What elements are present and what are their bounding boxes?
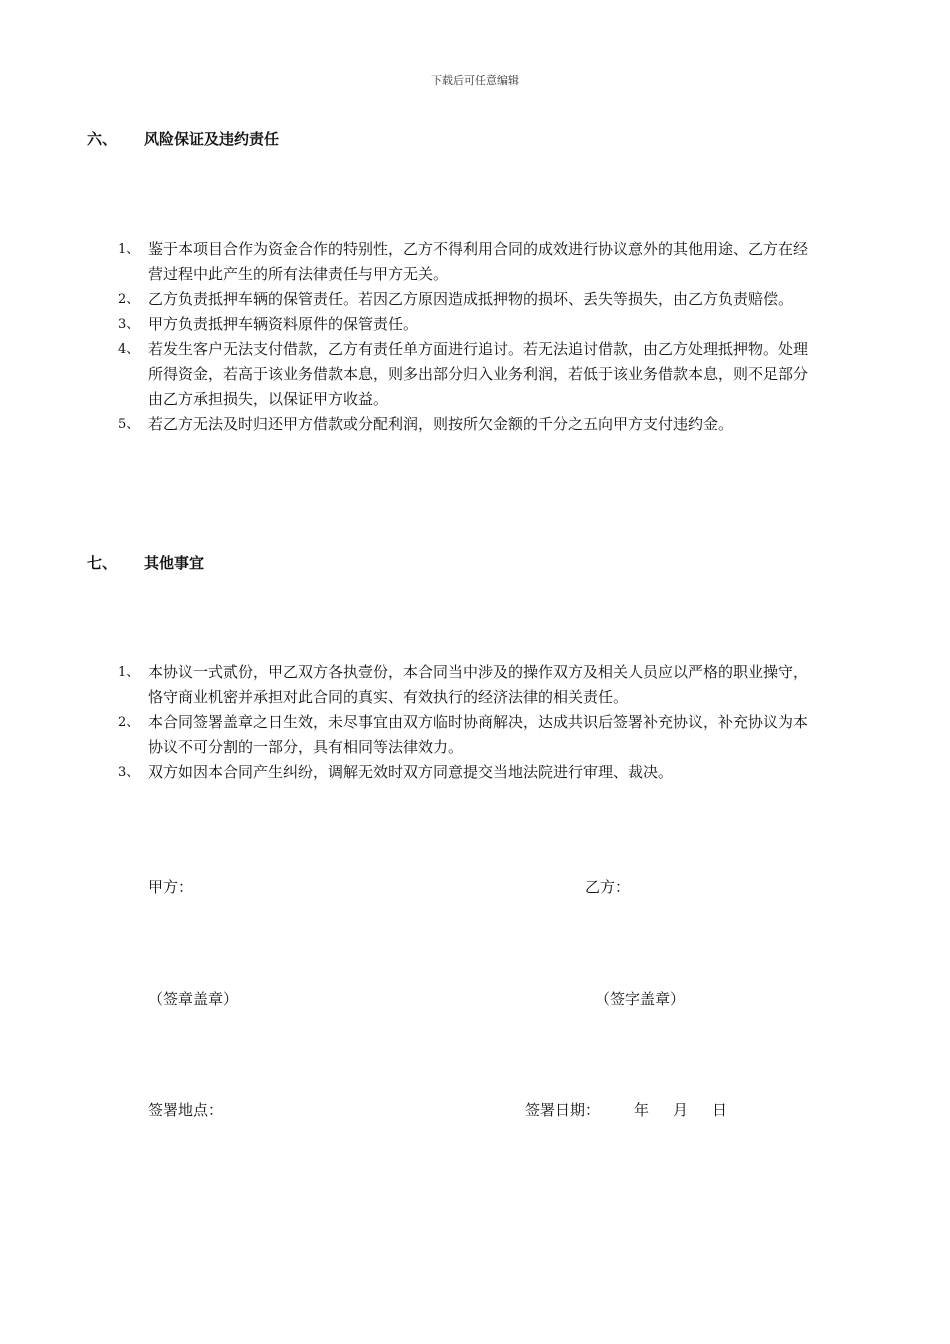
item-marker: 2、 [118, 292, 140, 307]
item-text: 鉴于本项目合作为资金合作的特别性，乙方不得利用合同的成效进行协议意外的其他用途、乙方在经营过程中此产生的所有法律责任与甲方无关。 [148, 240, 809, 283]
header-note: 下载后可任意编辑 [431, 74, 519, 87]
item-text: 本协议一式贰份，甲乙双方各执壹份，本合同当中涉及的操作双方及相关人员应以严格的职业操守，恪守商业机密并承担对此合同的真实、有效执行的经济法律的相关责任。 [148, 663, 809, 706]
signing-date [525, 1099, 727, 1120]
list-item [118, 287, 818, 312]
section-number: 六、 [87, 130, 118, 148]
list-item [118, 312, 818, 337]
party-a-label: 甲方： [148, 878, 194, 896]
party-b-seal: （签字盖章） [595, 990, 686, 1008]
item-text: 本合同签署盖章之日生效，未尽事宜由双方临时协商解决，达成共识后签署补充协议，补充协议为本协议不可分割的一部分，具有相同等法律效力。 [148, 713, 809, 756]
clause-list-7 [118, 660, 818, 785]
party-a-seal: （签章盖章） [148, 990, 239, 1008]
item-marker: 2、 [118, 715, 140, 730]
month-label: 月 [673, 1101, 689, 1119]
clause-list-6 [118, 237, 818, 437]
item-text: 双方如因本合同产生纠纷，调解无效时双方同意提交当地法院进行审理、裁决。 [148, 763, 674, 781]
item-marker: 1、 [118, 242, 140, 257]
list-item [118, 660, 818, 710]
item-marker: 3、 [118, 765, 140, 780]
section-heading-6 [87, 128, 279, 149]
party-b-label: 乙方： [585, 878, 631, 896]
year-label: 年 [634, 1101, 650, 1119]
list-item [118, 710, 818, 760]
item-marker: 1、 [118, 665, 140, 680]
section-heading-7 [87, 552, 204, 573]
item-text: 甲方负责抵押车辆资料原件的保管责任。 [148, 315, 419, 333]
item-marker: 3、 [118, 317, 140, 332]
list-item [118, 237, 818, 287]
day-label: 日 [712, 1101, 728, 1119]
item-marker: 5、 [118, 417, 140, 432]
item-marker: 4、 [118, 342, 140, 357]
list-item [118, 412, 818, 437]
section-title: 风险保证及违约责任 [144, 130, 280, 148]
signing-date-label: 签署日期： [525, 1101, 601, 1119]
item-text: 乙方负责抵押车辆的保管责任。若因乙方原因造成抵押物的损坏、丢失等损失，由乙方负责赔偿。 [148, 290, 794, 308]
list-item [118, 760, 818, 785]
section-number: 七、 [87, 554, 118, 572]
list-item [118, 337, 818, 412]
section-title: 其他事宜 [144, 554, 205, 572]
item-text: 若乙方无法及时归还甲方借款或分配利润，则按所欠金额的千分之五向甲方支付违约金。 [148, 415, 734, 433]
item-text: 若发生客户无法支付借款，乙方有责任单方面进行追讨。若无法追讨借款，由乙方处理抵押物。处理所得资金，若高于该业务借款本息，则多出部分归入业务利润，若低于该业务借款本息，则不足部分由乙方承担损失，以保证甲方收益。 [148, 340, 809, 408]
signing-place-label: 签署地点： [148, 1101, 224, 1119]
